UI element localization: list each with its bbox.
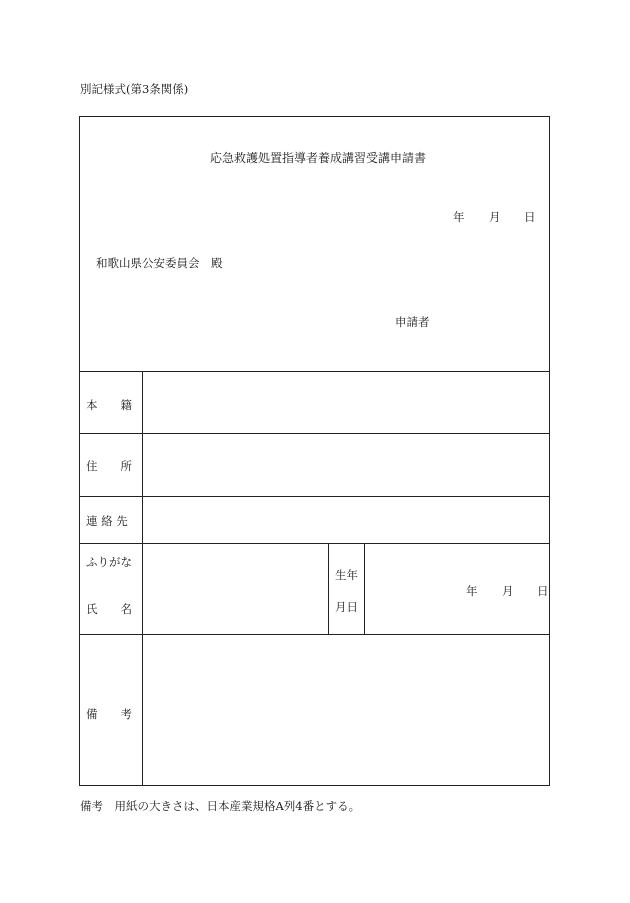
applicant-label: 申請者 <box>395 315 430 329</box>
birth-year-label: 年 <box>466 584 478 598</box>
remarks-label: 備 考 <box>86 707 132 721</box>
row-divider <box>80 433 549 434</box>
application-form <box>79 116 550 786</box>
label-column-divider <box>142 371 143 786</box>
footnote: 備考 用紙の大きさは、日本産業規格A列4番とする。 <box>80 799 361 813</box>
address-label: 住 所 <box>86 459 132 473</box>
contact-label: 連 絡 先 <box>86 514 128 528</box>
honseki-label: 本 籍 <box>86 398 132 412</box>
form-reference: 別記様式(第3条関係) <box>80 82 189 96</box>
date-day-label: 日 <box>524 210 536 224</box>
birth-label-top: 生年 <box>335 568 358 582</box>
birth-value-divider <box>364 543 365 634</box>
row-divider <box>80 634 549 635</box>
birth-day-label: 日 <box>537 584 549 598</box>
birth-label-bottom: 月日 <box>335 600 358 614</box>
addressee: 和歌山県公安委員会 殿 <box>96 256 223 270</box>
furigana-label: ふりがな <box>86 555 132 569</box>
birth-label-divider <box>328 543 329 634</box>
row-divider <box>80 496 549 497</box>
document-title: 応急救護処置指導者養成講習受講申請書 <box>210 151 427 165</box>
date-month-label: 月 <box>489 210 501 224</box>
row-divider <box>80 371 549 372</box>
name-label: 氏 名 <box>86 602 132 616</box>
birth-month-label: 月 <box>502 584 514 598</box>
date-year-label: 年 <box>453 210 465 224</box>
row-divider <box>80 543 549 544</box>
